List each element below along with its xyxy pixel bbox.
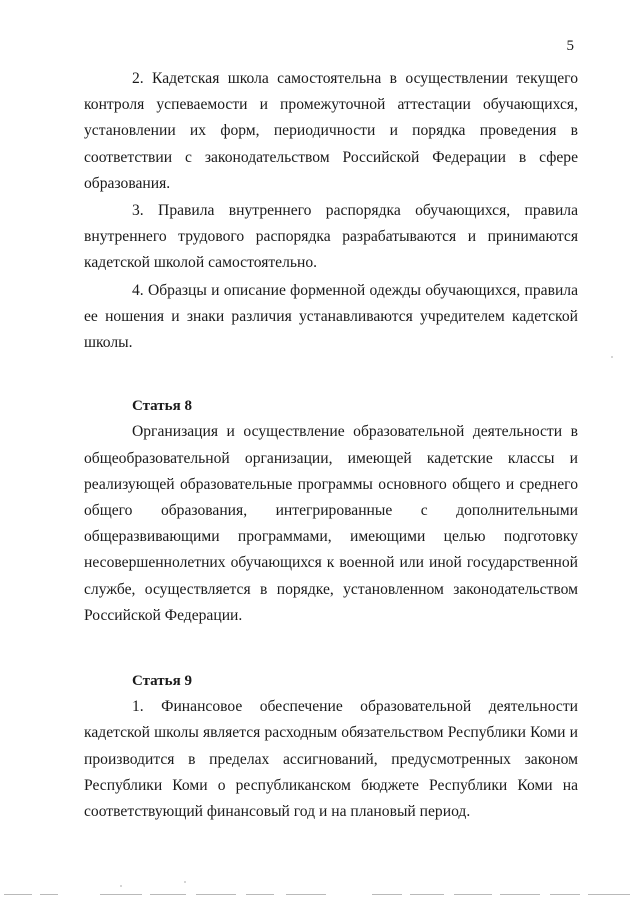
scan-speck (120, 885, 122, 887)
article-8-heading: Статья 8 (132, 398, 192, 415)
scan-footer-lines (0, 888, 640, 900)
paragraph-4: 4. Образцы и описание форменной одежды обучающихся, правила ее ношения и знаки различия устанавливаются учредителем кадетской школы. (84, 281, 578, 352)
article-8-text: Организация и осуществление образовательной деятельности в общеобразовательной организации, имеющей кадетские классы и реализующей образовательные программы основного общего и среднего общего образования, интегрированные с дополнительными общеразвивающими программами, имеющими целью подготовку несовершеннолетних обучающихся к военной или иной государственной службе, осуществляется в порядке, установленном законодательством Российской Федерации. (84, 423, 578, 624)
article-9-heading: Статья 9 (132, 673, 192, 690)
page-number: 5 (566, 38, 574, 54)
article-9-paragraph-1: 1. Финансовое обеспечение образовательной деятельности кадетской школы является расходным обязательством Республики Коми и производится в пределах ассигнований, предусмотренных законом Республики Коми о республиканском бюджете Республики Коми на соответствующий финансовый год и на плановый период. (84, 698, 578, 821)
scan-speck (611, 356, 613, 358)
paragraph-2: 2. Кадетская школа самостоятельна в осуществлении текущего контроля успеваемости и промежуточной аттестации обучающихся, установлении их форм, периодичности и порядка проведения в соответствии с законодательством Российской Федерации в сфере образования. (84, 70, 578, 192)
document-body (84, 66, 578, 825)
scan-speck (184, 881, 186, 883)
paragraph-3: 3. Правила внутреннего распорядка обучающихся, правила внутреннего трудового распорядка разрабатываются и принимаются кадетской школой самостоятельно. (84, 202, 578, 272)
